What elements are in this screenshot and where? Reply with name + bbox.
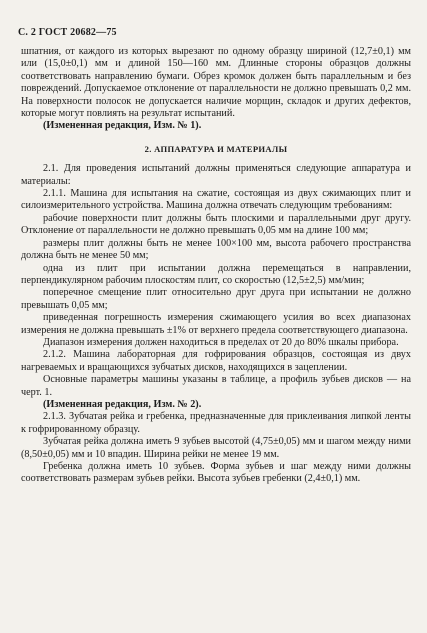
machine-parameters: Основные параметры машины указаны в таблице, а профиль зубьев дисков — на черт. 1.: [21, 374, 411, 398]
paragraph-2-1: 2.1. Для проведения испытаний должны применяться следующие аппаратура и материалы:: [21, 163, 411, 187]
requirement-error: приведенная погрешность измерения сжимающего усилия во всех диапазонах измерения не должна превышать ±1% от верхнего предела соответствующего диапазона.: [21, 312, 411, 336]
requirement-plate-size: размеры плит должны быть не менее 100×100 мм, высота рабочего пространства должна быть не менее 50 мм;: [21, 237, 411, 262]
paragraph-2-1-3: 2.1.3. Зубчатая рейка и гребенка, предназначенные для приклеивания липкой ленты к гофрированному образцу.: [21, 411, 411, 435]
requirement-plate-speed: одна из плит при испытании должна перемещаться в направлении, перпендикулярном рабочим плоскостям плит, со скоростью (12,5±2,5) мм/мин;: [21, 262, 411, 286]
document-body: [21, 46, 411, 486]
section-title: 2. АППАРАТУРА И МАТЕРИАЛЫ: [144, 143, 288, 154]
requirement-plates-flat: рабочие поверхности плит должны быть плоскими и параллельными друг другу. Отклонение от параллельности не должно превышать 0,05 мм на длине 100 мм;: [21, 212, 411, 237]
paragraph-2-1-1: 2.1.1. Машина для испытания на сжатие, состоящая из двух сжимающих плит и силоизмерительного устройства. Машина должна отвечать следующим требованиям:: [21, 188, 411, 212]
comb-spec: Гребенка должна иметь 10 зубьев. Форма зубьев и шаг между ними должны соответствовать размерам зубьев рейки. Высота зубьев гребенки (2,4±0,1) мм.: [21, 461, 411, 485]
measurement-range: Диапазон измерения должен находиться в пределах от 20 до 80% шкалы прибора.: [43, 336, 399, 348]
toothed-rack-spec: Зубчатая рейка должна иметь 9 зубьев высотой (4,75±0,05) мм и шагом между ними (8,50±0,05) мм и 10 впадин. Ширина рейки не менее 19 мм.: [21, 436, 411, 460]
page-header: С. 2 ГОСТ 20682—75: [18, 27, 117, 38]
paragraph-1-3-continued: шпатния, от каждого из которых вырезают по одному образцу шириной (12,7±0,1) мм или (15,0±0,1) мм и длиной 150—160 мм. Длинные стороны образцов должны соответствовать направлению бумаги. Обрез кромок должен быть параллельным и без повреждений. Допускаемое отклонение от параллельности не должно превышать 0,2 мм. На поверхности полосок не допускается наличие морщин, складок и других дефектов, которые могут повлиять на результат испытаний.: [21, 46, 411, 120]
requirement-lateral-shift: поперечное смещение плит относительно друг друга при испытании не должно превышать 0,05 мм;: [21, 287, 411, 311]
paragraph-2-1-2: 2.1.2. Машина лабораторная для гофрирования образцов, состоящая из двух нагреваемых и вращающихся зубчатых дисков, находящихся в зацеплении.: [21, 349, 411, 373]
amendment-note-2: (Измененная редакция, Изм. № 2).: [43, 398, 202, 410]
amendment-note-1: (Измененная редакция, Изм. № 1).: [43, 120, 202, 132]
